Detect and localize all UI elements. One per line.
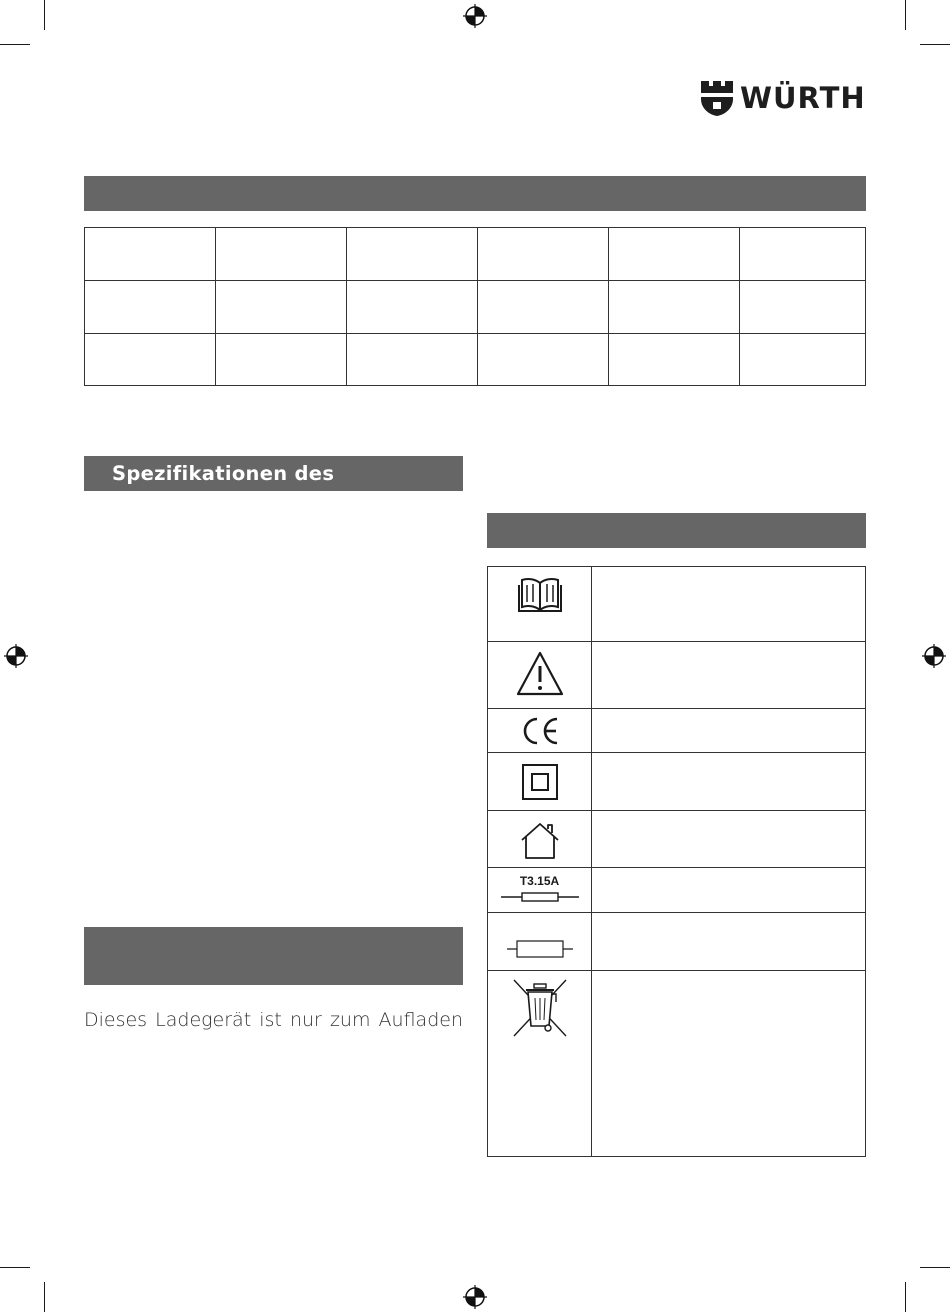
warning-triangle-icon [515,650,565,698]
fuse-icon [501,890,579,904]
symbol-cell [488,567,592,642]
table-row [85,334,866,386]
table-cell [216,228,347,281]
registration-mark-icon [463,1285,487,1309]
table-row [85,228,866,281]
read-manual-icon [518,577,562,613]
table-cell [609,281,740,334]
wuerth-castle-icon [700,79,734,117]
table-row [488,642,866,709]
table-cell [478,334,609,386]
table-row [488,868,866,913]
table-row [488,709,866,753]
weee-crossed-bin-icon [510,976,570,1038]
registration-mark-icon [922,644,946,668]
ce-mark-icon [519,716,561,746]
table-row [488,753,866,811]
table-row [488,913,866,971]
symbol-cell [488,971,592,1157]
symbol-label [592,971,866,1157]
table-row [85,281,866,334]
table-cell [740,228,866,281]
table-row [488,811,866,868]
crop-mark [905,0,906,30]
crop-mark [0,1267,30,1268]
symbol-label [592,811,866,868]
table-cell [216,281,347,334]
crop-mark [920,44,950,45]
symbol-label [592,642,866,709]
symbol-cell [488,913,592,971]
symbols-header-bar [487,513,866,548]
spec-table [84,227,866,386]
usage-header-bar [84,927,463,985]
table-cell [478,228,609,281]
section-header-bar [84,176,866,211]
table-row [488,971,866,1157]
symbol-cell [488,709,592,753]
table-cell [347,334,478,386]
table-cell [609,334,740,386]
fuse-rating-label: T3.15A [519,874,560,888]
registration-mark-icon [463,4,487,28]
crop-mark [0,44,30,45]
crop-mark [905,1282,906,1312]
symbol-cell [488,868,592,913]
table-cell [85,228,216,281]
brand-name: WÜRTH [740,81,866,115]
table-cell [216,334,347,386]
table-cell [609,228,740,281]
brand-logo [700,78,866,118]
crop-mark [920,1267,950,1268]
symbol-cell [488,642,592,709]
symbol-table [487,566,866,1157]
table-cell [347,228,478,281]
table-cell [478,281,609,334]
symbol-label [592,868,866,913]
protection-class-2-icon [521,763,559,801]
crop-mark [44,0,45,30]
fuse-outline-icon [507,938,573,960]
symbol-label [592,913,866,971]
symbol-cell [488,753,592,811]
spec-section-title: Spezifikationen des Werkzeugs [84,456,463,491]
table-row [488,567,866,642]
symbol-label [592,709,866,753]
usage-paragraph: Dieses Ladegerät ist nur zum Aufladen [84,1009,463,1031]
symbol-label [592,753,866,811]
symbol-label [592,567,866,642]
indoor-use-house-icon [518,820,562,860]
crop-mark [44,1282,45,1312]
table-cell [85,334,216,386]
symbol-cell [488,811,592,868]
table-cell [740,281,866,334]
table-cell [85,281,216,334]
table-cell [740,334,866,386]
registration-mark-icon [4,644,28,668]
table-cell [347,281,478,334]
